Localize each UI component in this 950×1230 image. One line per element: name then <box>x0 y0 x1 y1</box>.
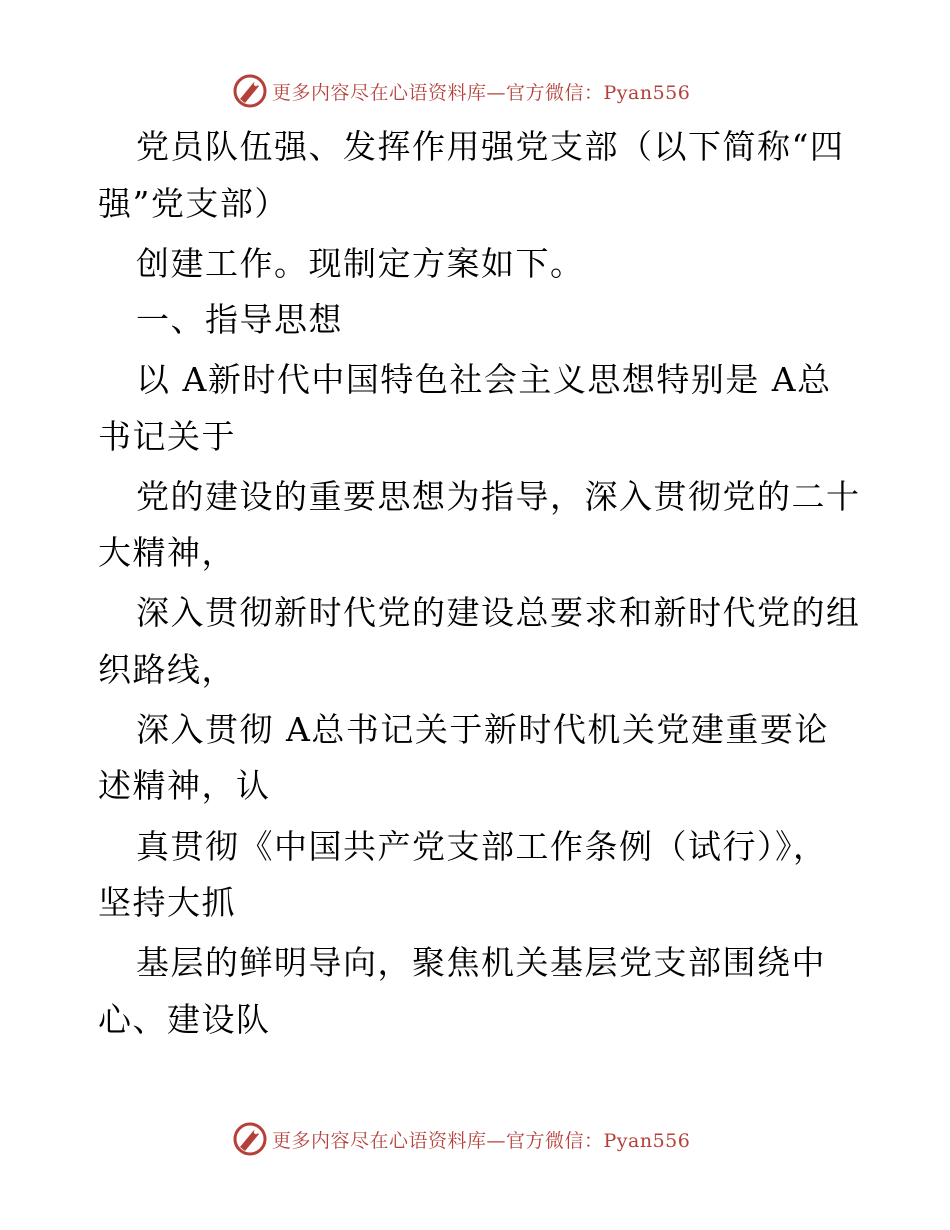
body-line: 基层的鲜明导向，聚焦机关基层党支部围绕中 <box>136 943 826 982</box>
body-line: 创建工作。现制定方案如下。 <box>136 244 585 283</box>
footer-banner <box>232 1119 690 1159</box>
section-heading: 一、指导思想 <box>136 300 343 339</box>
body-line: 党的建设的重要思想为指导，深入贯彻党的二十 <box>136 477 861 516</box>
body-line: 书记关于 <box>98 417 236 456</box>
pen-seal-icon <box>232 73 268 109</box>
pen-seal-icon <box>232 1121 268 1157</box>
body-line: 强”党支部） <box>98 184 289 223</box>
body-line: 党员队伍强、发挥作用强党支部（以下简称“四 <box>136 127 845 166</box>
body-line: 真贯彻《中国共产党支部工作条例（试行）》， <box>136 827 828 866</box>
body-line: 织路线， <box>98 650 236 689</box>
body-line: 述精神，认 <box>98 766 271 805</box>
body-line: 大精神， <box>98 533 236 572</box>
body-line: 坚持大抓 <box>98 883 236 922</box>
header-banner-text: 更多内容尽在心语资料库—官方微信：Pyan556 <box>272 81 691 104</box>
body-line: 深入贯彻新时代党的建设总要求和新时代党的组 <box>136 593 861 632</box>
header-banner <box>232 71 690 111</box>
body-line: 心、建设队 <box>98 1000 271 1039</box>
footer-banner-text: 更多内容尽在心语资料库—官方微信：Pyan556 <box>272 1129 691 1152</box>
body-line: 深入贯彻 A总书记关于新时代机关党建重要论 <box>136 710 829 749</box>
body-line: 以 A新时代中国特色社会主义思想特别是 A总 <box>136 360 832 399</box>
